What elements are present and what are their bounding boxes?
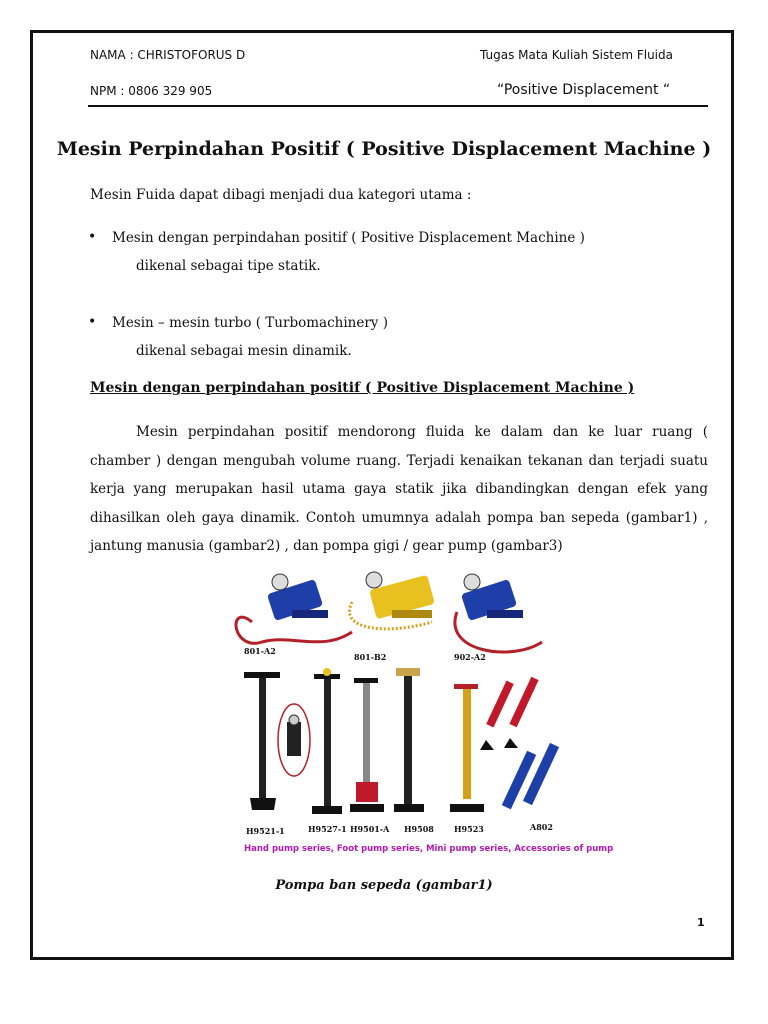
pump-figure xyxy=(232,572,614,862)
label-h9501-a: H9501-A xyxy=(350,824,390,834)
foot-pump-yellow xyxy=(349,572,434,629)
bullet-1-marker: • xyxy=(88,229,97,245)
header-npm: NPM : 0806 329 905 xyxy=(90,84,213,98)
foot-pump-blue-1 xyxy=(236,574,352,643)
label-h9527-1: H9527-1 xyxy=(308,824,347,834)
pump-series-text: Hand pump series, Foot pump series, Mini pump series, Accessories of pump xyxy=(244,844,614,854)
bullet-1-text: Mesin dengan perpindahan positif ( Positive Displacement Machine ) xyxy=(112,230,585,246)
body-paragraph xyxy=(90,418,708,561)
label-a802: A802 xyxy=(530,822,553,832)
hand-pump-4 xyxy=(394,668,424,812)
body-paragraph-text: Mesin perpindahan positif mendorong fluida ke dalam dan ke luar ruang ( chamber ) dengan mengubah volume ruang. Terjadi kenaikan tekanan dan terjadi suatu kerja yang merupakan hasil utama gaya statik jika dibandingkan dengan efek yang dihasilkan oleh gaya dinamik. Contoh umumnya adalah pompa ban sepeda (gambar1) , jantung manusia (gambar2) , dan pompa gigi / gear pump (gambar3) xyxy=(90,424,708,554)
label-h9521-1: H9521-1 xyxy=(246,826,285,836)
bullet-1-desc: dikenal sebagai tipe statik. xyxy=(136,258,321,274)
figure-caption: Pompa ban sepeda (gambar1) xyxy=(275,878,493,893)
hand-pump-1 xyxy=(244,672,310,810)
label-801-a2: 801-A2 xyxy=(244,646,276,656)
hand-pump-3 xyxy=(350,678,384,812)
pump-figure-svg xyxy=(232,572,614,862)
label-902-a2: 902-A2 xyxy=(454,652,486,662)
hand-pump-5 xyxy=(450,684,484,812)
page-title: Mesin Perpindahan Positif ( Positive Displacement Machine ) xyxy=(56,138,712,160)
header-name: NAMA : CHRISTOFORUS D xyxy=(90,48,246,62)
page-number: 1 xyxy=(697,916,705,929)
header-course: Tugas Mata Kuliah Sistem Fluida xyxy=(480,48,673,62)
intro-text: Mesin Fuida dapat dibagi menjadi dua kategori utama : xyxy=(90,187,472,203)
mini-pumps xyxy=(480,677,559,810)
header-topic: “Positive Displacement “ xyxy=(497,82,671,98)
hand-pump-2 xyxy=(312,668,342,814)
label-h9523: H9523 xyxy=(454,824,484,834)
bullet-2-desc: dikenal sebagai mesin dinamik. xyxy=(136,343,352,359)
label-h9508: H9508 xyxy=(404,824,434,834)
section-heading: Mesin dengan perpindahan positif ( Positive Displacement Machine ) xyxy=(90,380,635,396)
foot-pump-blue-2 xyxy=(455,574,542,652)
bullet-2-marker: • xyxy=(88,314,97,330)
bullet-2-text: Mesin – mesin turbo ( Turbomachinery ) xyxy=(112,315,388,331)
label-801-b2: 801-B2 xyxy=(354,652,387,662)
header-rule xyxy=(88,105,708,107)
